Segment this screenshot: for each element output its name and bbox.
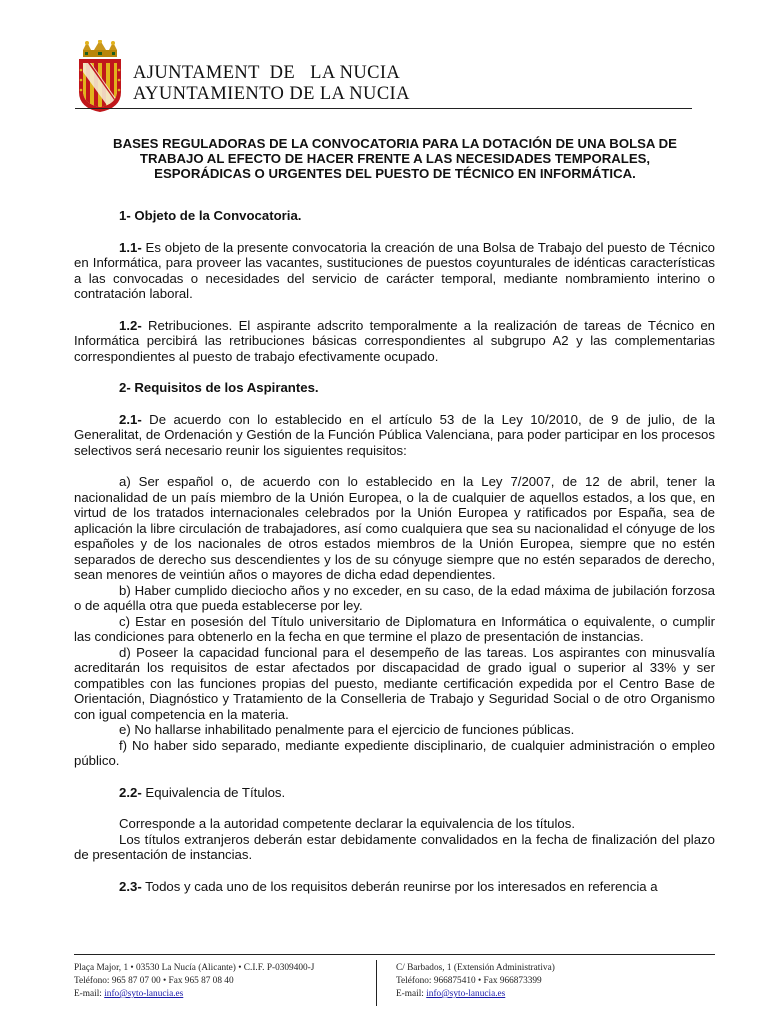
paragraph-1-2 — [74, 318, 715, 365]
email-label: E-mail: — [74, 989, 105, 999]
email-label: E-mail: — [396, 989, 427, 999]
requirement-e: e) No hallarse inhabilitado penalmente para el ejercicio de funciones públicas. — [119, 722, 575, 737]
paragraph-2-3 — [74, 879, 715, 895]
title-line-1: BASES REGULADORAS DE LA CONVOCATORIA PARA LA DOTACIÓN DE UNA BOLSA DE — [113, 136, 677, 151]
paragraph-1-1 — [74, 240, 715, 302]
clause-text: Retribuciones. El aspirante adscrito temporalmente a la realización de tareas de Técnico en Informática percibirá las retribuciones básicas correspondientes al subgrupo A2 y las complementarias correspondientes al puesto de trabajo efectivamente ocupado. — [74, 317, 715, 364]
document-body — [74, 208, 715, 894]
paragraph-2-2 — [74, 785, 715, 801]
requirement-a: a) Ser español o, de acuerdo con lo establecido en la Ley 7/2007, de 12 de abril, tener la nacionalidad de un país miembro de la Unión Europea, o la de cualquier de aquellos estados, a los que, en virtud de los tratados internacionales celebrados por la Unión Europea y ratificados por España, sea de aplicación la libre circulación de trabajadores, así como cualquiera que sea su nacionalidad el cónyuge de los españoles y de los nacionales de otros estados miembros de la Unión Europea, siempre que no estén separados de derecho sus descendientes y los de su cónyuge siempre que no estén separados de derecho, sean menores de veintiún años o mayores de dicha edad dependientes. — [74, 474, 715, 582]
footer-main-address — [74, 962, 314, 1001]
clause-text: Todos y cada uno de los requisitos deberán reunirse por los interesados en referencia a — [141, 878, 658, 894]
municipality-names — [133, 63, 410, 105]
title-line-2: TRABAJO AL EFECTO DE HACER FRENTE A LAS NECESIDADES TEMPORALES, — [139, 151, 651, 166]
footer-left-email-link[interactable]: info@syto-lanucia.es — [104, 989, 184, 999]
footer-column-separator — [376, 960, 377, 1006]
title-line-3: ESPORÁDICAS O URGENTES DEL PUESTO DE TÉCNICO EN INFORMÁTICA. — [154, 166, 636, 181]
requirement-d: d) Poseer la capacidad funcional para el desempeño de las tareas. Los aspirantes con minusvalía acreditarán los requisitos de estar afectados por discapacidad de grado igual o superior al 33% y ser compatibles con las funciones propias del puesto, mediante certificación expedida por el Centro Base de Orientación, Diagnóstico y Tratamiento de la Conselleria de Trabajo y Seguridad Social o de otro Organismo con igual competencia en la materia. — [74, 644, 715, 722]
section-2-heading: 2- Requisitos de los Aspirantes. — [119, 380, 319, 395]
letterhead — [75, 40, 692, 112]
clause-text: Equivalencia de Títulos. — [141, 784, 286, 800]
footer-right-phone: Teléfono: 966875410 • Fax 966873399 — [396, 976, 542, 986]
paragraph-2-1 — [74, 412, 715, 459]
clause-number: 1.1- — [119, 239, 142, 255]
municipality-name-valencian: AJUNTAMENT DE LA NUCIA — [133, 63, 401, 83]
paragraph-2-2-a: Corresponde a la autoridad competente declarar la equivalencia de los títulos. — [119, 816, 575, 831]
section-1-heading: 1- Objeto de la Convocatoria. — [119, 208, 302, 223]
clause-number: 1.2- — [119, 317, 142, 333]
footer-right-address: C/ Barbados, 1 (Extensión Administrativa) — [396, 963, 555, 973]
document-title — [70, 136, 720, 181]
clause-number: 2.2- — [119, 784, 142, 800]
clause-number: 2.1- — [119, 411, 142, 427]
footer-right-email-row — [396, 988, 555, 1001]
footer-admin-address — [396, 962, 555, 1001]
footer-left-address: Plaça Major, 1 • 03530 La Nucía (Alicante) • C.I.F. P-0309400-J — [74, 963, 315, 973]
clause-number: 2.3- — [119, 878, 142, 894]
footer-left-phone: Teléfono: 965 87 07 00 • Fax 965 87 08 40 — [74, 976, 234, 986]
footer-divider — [74, 954, 715, 955]
requirement-b: b) Haber cumplido dieciocho años y no exceder, en su caso, de la edad máxima de jubilación forzosa o de aquélla otra que pueda establecerse por ley. — [74, 582, 715, 613]
clause-text: De acuerdo con lo establecido en el artículo 53 de la Ley 10/2010, de 9 de julio, de la Generalitat, de Ordenación y Gestión de la Función Pública Valenciana, para poder participar en los procesos selectivos será necesario reunir los siguientes requisitos: — [74, 411, 715, 458]
paragraph-2-2-b: Los títulos extranjeros deberán estar debidamente convalidados en la fecha de finalización del plazo de presentación de instancias. — [74, 831, 715, 862]
header-divider — [75, 108, 692, 109]
requirement-c: c) Estar en posesión del Título universitario de Diplomatura en Informática o equivalente, o cumplir las condiciones para obtenerlo en la fecha en que termine el plazo de presentación de instancias. — [74, 613, 715, 644]
footer-left-email-row — [74, 988, 314, 1001]
footer-right-email-link[interactable]: info@syto-lanucia.es — [426, 989, 506, 999]
clause-text: Es objeto de la presente convocatoria la creación de una Bolsa de Trabajo del puesto de Técnico en Informática, para proveer las vacantes, sustituciones de puestos coyunturales de idénticas características a las convocadas o necesidades del servicio de carácter temporal, mediante nombramiento interino o contratación laboral. — [74, 239, 715, 301]
coat-of-arms-icon — [75, 40, 125, 112]
municipality-name-spanish: AYUNTAMIENTO DE LA NUCIA — [133, 84, 410, 104]
requirement-f: f) No haber sido separado, mediante expediente disciplinario, de cualquier administración o empleo público. — [74, 737, 715, 768]
